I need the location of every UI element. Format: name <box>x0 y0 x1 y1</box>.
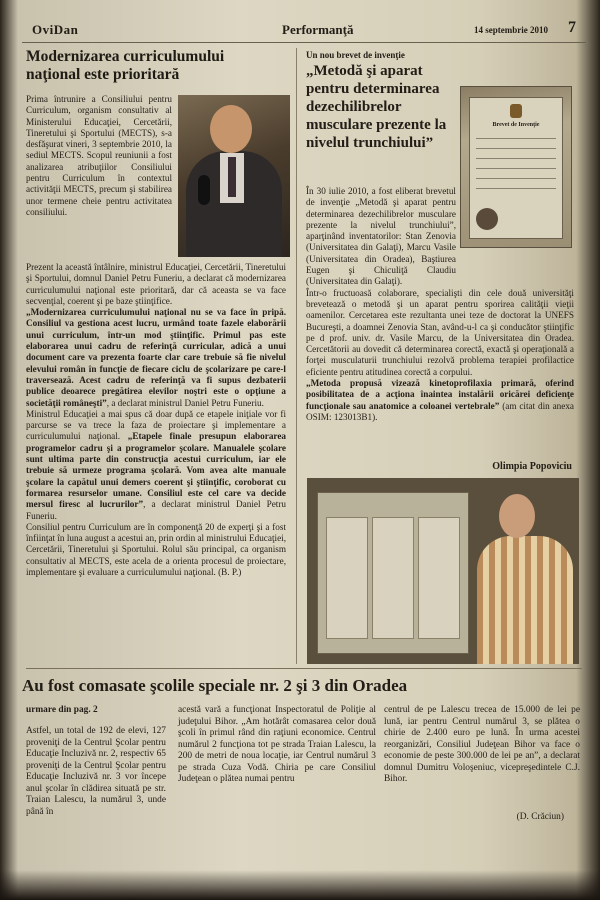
patent-paragraph-2: Într-o fructuoasă colaborare, specialişti din cele două universităţi brevetează o metodă şi un aparat pentru sporirea calităţii vieţii oamenilor. Cercetarea este rezultanta unei teze de doctorat la UNEFS Bucureşti, a doamnei Zenovia Stan, având-u-l ca şi conducător ştiinţific pe d prof. univ. dr. Vasile Marcu, de la Universitatea din Oradea. Cercetătorii au dovedit că determinarea corectă, exactă şi operaţională a forţei musculaturii trunchiului rezolvă problema terapiei profilactice eficiente pentru atitudinea corectă a corpului. <box>306 287 574 377</box>
body-paragraph: Consiliul pentru Curriculum are în componenţă 20 de experţi şi a fost înfiinţat în luna august a acestui an, prin ordin al ministrului Educaţiei, Cercetării, Tineretului şi Sportului. Rolul său principal, ca organism consultativ al MECTS, este acela de a orienta procesul de proiectare, implementare şi evaluare a curriculumului naţional. (B. P.) <box>26 521 286 578</box>
intro-paragraph: Prima întrunire a Consiliului pentru Curriculum, organism consultativ al Ministerului Educaţiei, Cercetării, Tineretului şi Sportului (MECTS), s-a desfăşurat vineri, 3 septembrie 2010, la sediul MECTS. Scopul reuniunii a fost analizarea atribuţiilor Consiliului pentru Curriculum în contextul activităţii MECTS, precum şi stabilirea unor termene cheie pentru activitatea consiliului. <box>26 94 172 217</box>
article-schools-col-1 <box>26 696 166 828</box>
article-patent-body <box>306 186 574 423</box>
page-number: 7 <box>568 19 576 36</box>
issue-date: 14 septembrie 2010 <box>474 25 548 35</box>
poster-board <box>317 492 469 654</box>
inventor-shirt <box>477 536 573 664</box>
patent-quote-paragraph <box>306 378 574 423</box>
body-paragraph: Prezent la această întâlnire, ministrul Educaţiei, Cercetării, Tineretului şi Sportului, domnul Daniel Petru Funeriu, a declarat că modernizarea curriculumului naţional este prioritară, dar că aceasta se va face secvenţial, coerent şi pe baze ştiinţifice. <box>26 262 286 306</box>
inventor-figure <box>477 492 573 664</box>
body-text: Ministrul Educaţiei a mai spus că doar după ce etapele iniţiale vor fi parcurse se va trece la faza de proiectare şi implementare a curriculumului naţional. <box>26 408 286 442</box>
article-schools-author: (D. Crăciun) <box>516 812 564 822</box>
column-divider <box>296 48 297 664</box>
quote-attribution: , a declarat ministrul Daniel Petru Funeriu. <box>26 499 286 521</box>
article-schools-col-3 <box>384 696 580 795</box>
certificate-line <box>476 148 556 149</box>
photo-figure-tie <box>228 157 236 197</box>
minister-quote-1: „Modernizarea curriculumului naţional nu se va face în pripă. Consiliul va gestiona acest lucru, urmând toate fazele elaborării unui curriculum, într-un mod ştiinţific. Primul pas este elaborarea unui cadru de referinţă curricular, adică a unui document care va prezenta foarte clar care trebuie să fie nivelul elevului român în funcţie de fiecare ciclu de şcolarizare pe care-l traversează. Acest cadru de referinţă va fi supus dezbaterii publice deoarece pregătirea elevilor noştri este o opţiune a societăţii româneşti” <box>26 307 286 408</box>
patent-quote-source: (am citat din anexa OSIM: 123013B1). <box>306 400 574 422</box>
page-header <box>22 18 586 43</box>
patent-quote: „Metoda propusă vizează kinetoprofilaxia primară, oferind posibilitatea de a acţiona înaintea instalării oricărei deficienţe funcţionale sau anatomice a coloanei vertebrale” <box>306 378 574 411</box>
photo-figure-head <box>210 105 252 153</box>
quote-attribution: , a declarat ministrul Daniel Petru Funeriu. <box>106 397 264 408</box>
inventor-face <box>499 494 535 538</box>
article-patent-kicker: Un nou brevet de invenţie <box>306 50 405 60</box>
poster-document <box>326 517 368 639</box>
certificate-line <box>476 158 556 159</box>
certificate-line <box>476 138 556 139</box>
section-title: Performanţă <box>282 22 354 37</box>
certificate-line <box>476 168 556 169</box>
section-divider <box>26 668 582 669</box>
article-schools-title: Au fost comasate şcolile speciale nr. 2 şi 3 din Oradea <box>22 676 408 695</box>
minister-photo <box>178 95 290 257</box>
publication-name: OviDan <box>32 22 79 37</box>
article-curriculum-title: Modernizarea curriculumului naţional este prioritară <box>26 48 225 83</box>
certificate-line <box>476 178 556 179</box>
crest-icon <box>510 104 522 118</box>
article-schools-col-2 <box>178 696 376 795</box>
schools-paragraph-2: acestă vară a funcţionat Inspectoratul de Poliţie al judeţului Bihor. „Am hotărât comasarea celor două şcoli în primul rând din raţiuni economice. Centrul numărul 2 funcţiona tot pe strada Traian Lalescu, la 200 de metri de noua locaţie, iar Centrul numărul 3 pe strada Cuza Vodă. Chiria pe care Consiliul Judeţean o plătea numai pentru <box>178 705 376 785</box>
article-patent-title: „Metodă şi aparat pentru determinarea dezechilibrelor musculare prezente la nivelul trunchiului” <box>306 63 447 151</box>
page-bottom-shadow <box>0 870 600 900</box>
continued-label: urmare din pag. 2 <box>26 705 98 716</box>
inventor-photo <box>307 478 579 664</box>
patent-paragraph-1: În 30 iulie 2010, a fost eliberat brevetul de invenţie „Metodă şi aparat pentru determinarea dezechilibrelor musculare prezente la nivelul trunchiului”, aparţinând inventatorilor: Stan Zenovia (Universitatea din Galaţi), Marcu Vasile (Universitatea din Oradea), Baştiurea Eugen şi Chiculiţă Claudiu (Universitatea din Galaţi). <box>306 186 456 287</box>
schools-paragraph-1: Astfel, un total de 192 de elevi, 127 proveniţi de la Centrul Şcolar pentru Educaţie Incluzivă nr. 2, respectiv 65 proveniţi de la Centrul Şcolar pentru Educaţie Incluzivă nr. 3 vor începe anul şcolar în clădirea situată pe str. Traian Lalescu, la numărul 3, unde până în <box>26 726 166 817</box>
schools-paragraph-3: centrul de pe Lalescu trecea de 15.000 de lei pe lună, iar pentru Centrul numărul 3, se plătea o chirie de 2.400 euro pe lună. În urma acestei reorganizări, Consiliul Judeţean Bihor va face o economie de peste 300.000 de lei pe an”, a declarat domnul Dumitru Voloşeniuc, vicepreşedintele C.J. Bihor. <box>384 705 580 785</box>
microphone-icon <box>198 175 210 205</box>
poster-document <box>418 517 460 639</box>
quote-paragraph <box>26 307 286 409</box>
certificate-title: Brevet de Invenţie <box>492 122 540 128</box>
body-paragraph <box>26 409 286 522</box>
article-patent-author: Olimpia Popoviciu <box>492 461 572 472</box>
minister-quote-2: „Etapele finale presupun elaborarea programelor cadru şi a programelor şcolare. Manualele şcolare sunt ultima parte din construcţia acestui curriculum, iar ele trebuie să urmeze programa şcolară. Vom avea alte manuale şcolare la capătul unui demers coerent şi ştiinţific, coroborat cu formarea resurselor umane. Consiliul este cel care va decide mersul firesc al lucrurilor” <box>26 431 286 510</box>
article-curriculum-body <box>26 262 286 578</box>
poster-document <box>372 517 414 639</box>
article-curriculum-intro <box>26 94 172 218</box>
